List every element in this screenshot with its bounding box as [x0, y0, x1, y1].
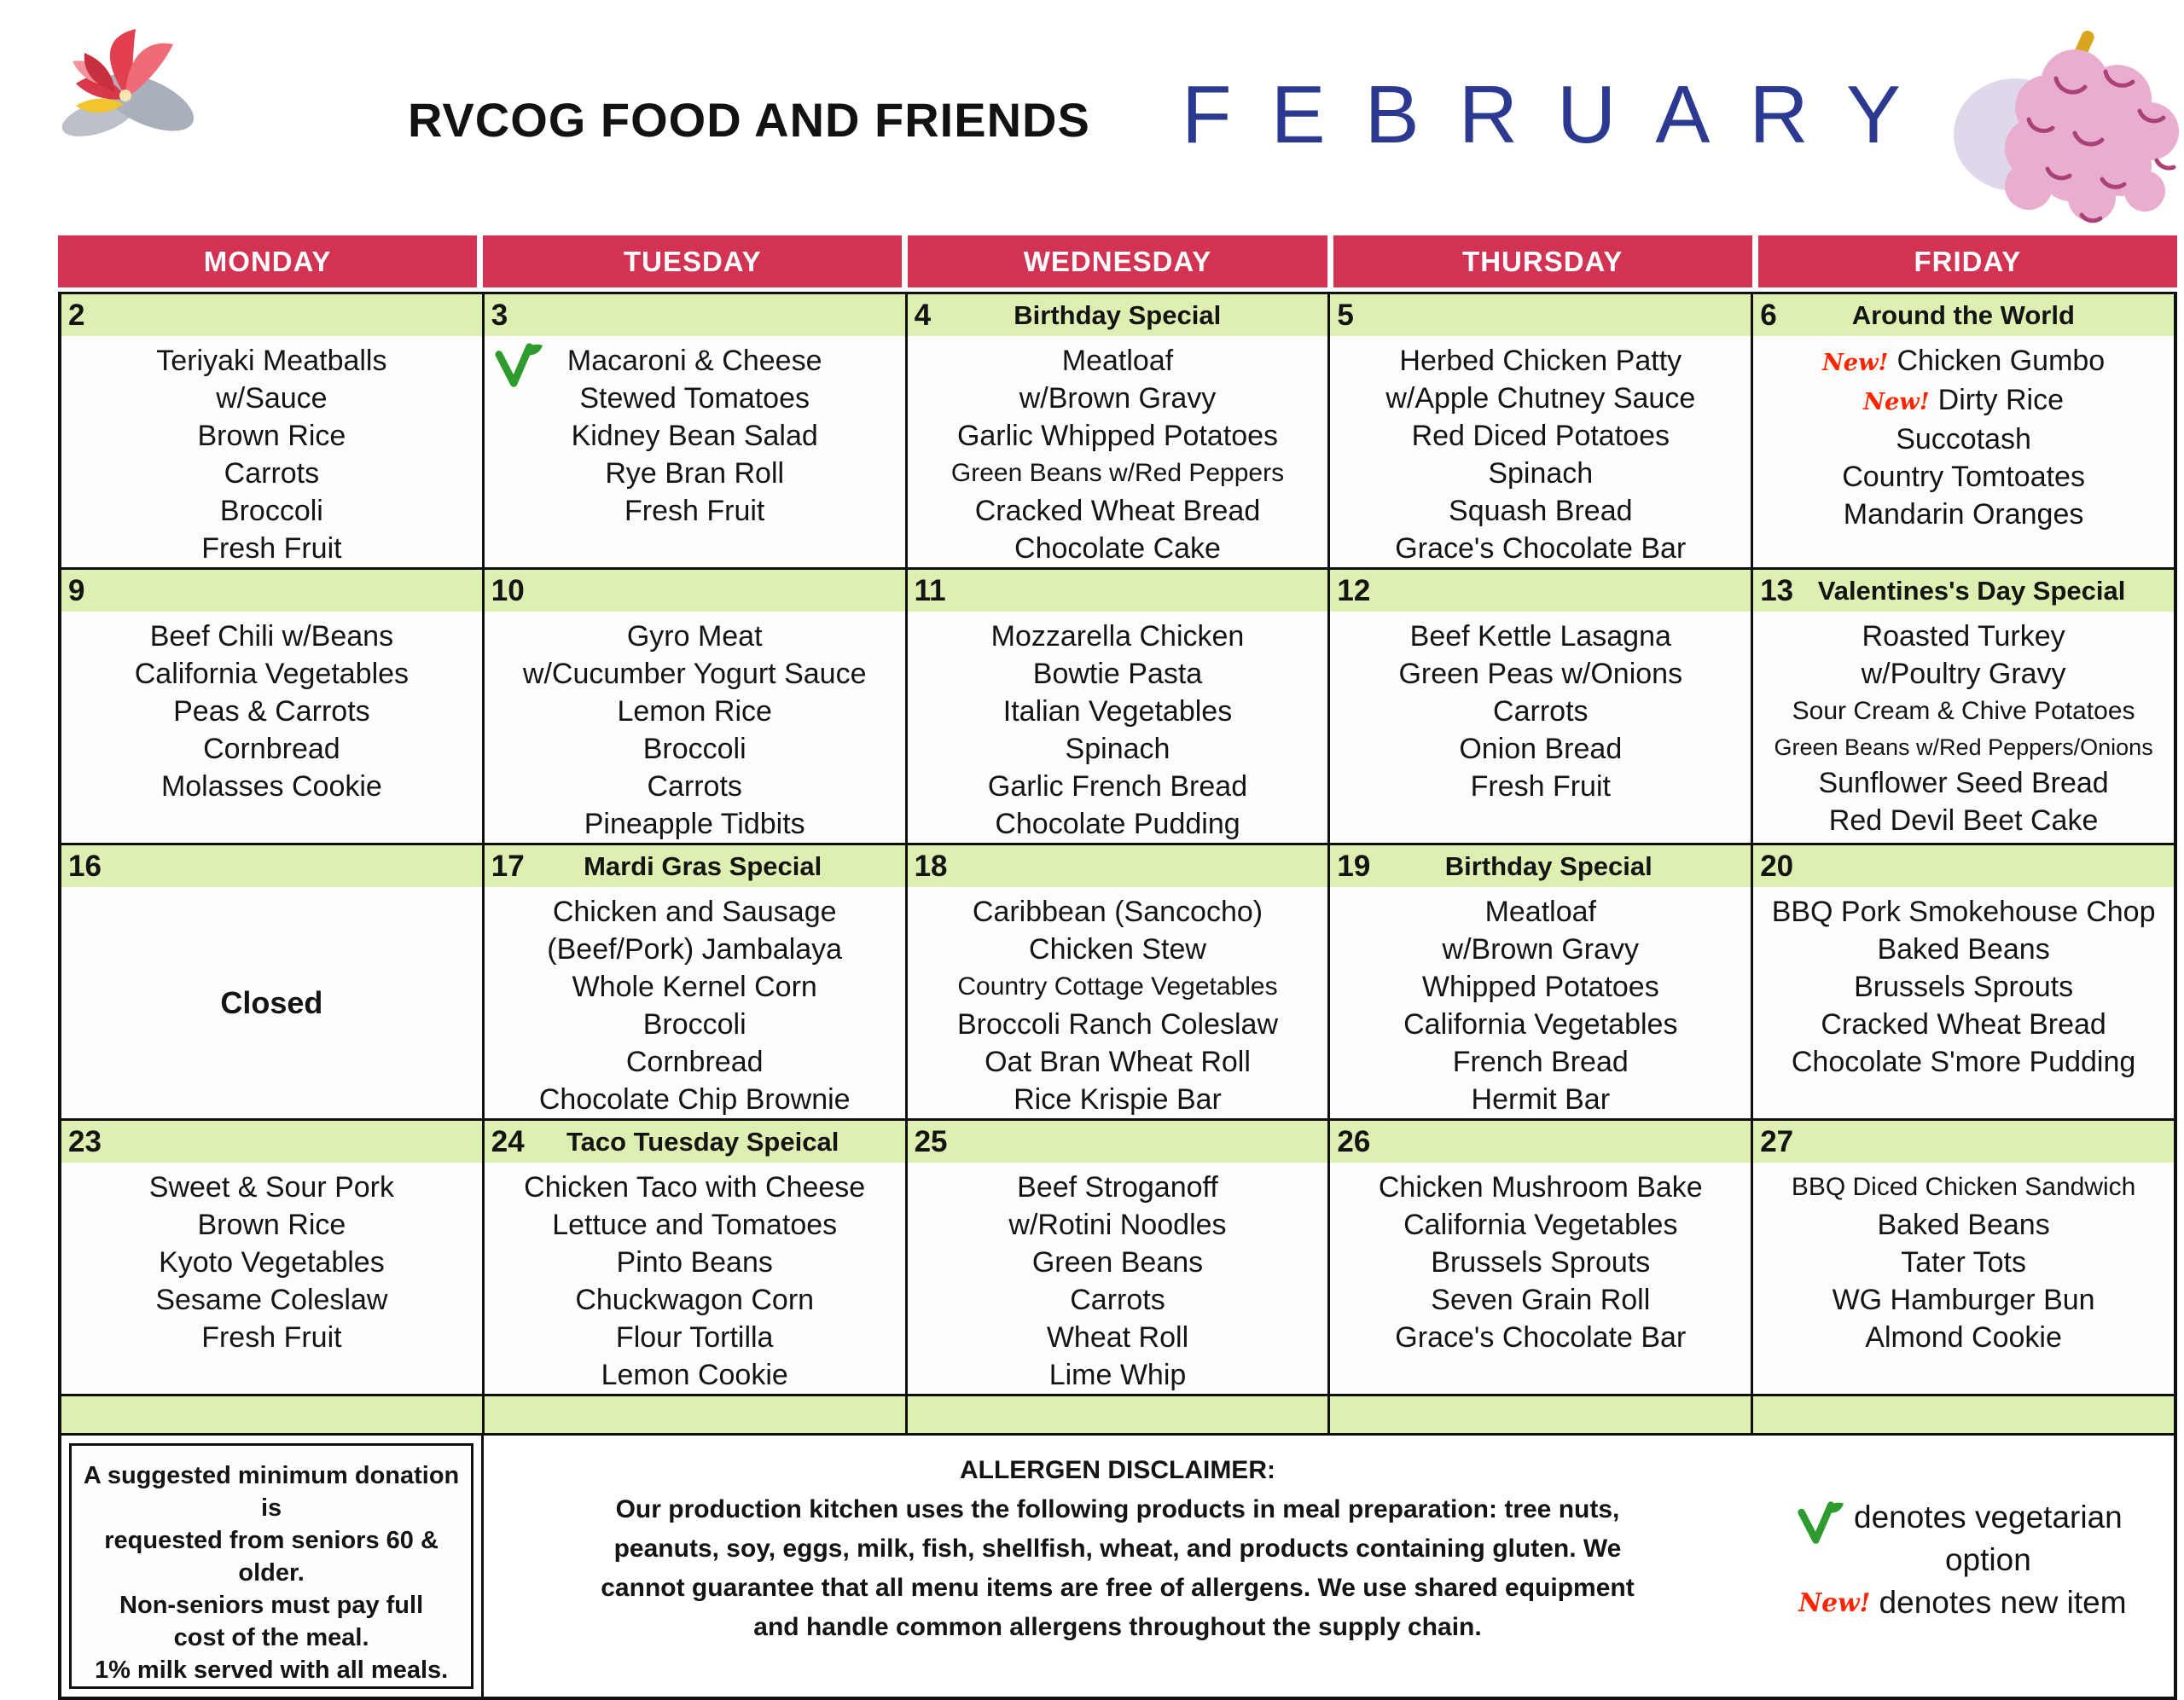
menu-item: Lemon Cookie	[601, 1359, 788, 1391]
menu-item: Caribbean (Sancocho)	[972, 896, 1263, 928]
day-cell-20	[1753, 845, 2174, 1118]
menu-item: Broccoli	[219, 495, 323, 527]
donation-note-line: Non-seniors must pay full	[119, 1592, 424, 1619]
spacer-cell	[61, 1396, 485, 1433]
day-menu	[1753, 1163, 2174, 1394]
spacer-cell	[908, 1396, 1331, 1433]
day-menu	[1753, 887, 2174, 1118]
day-band	[61, 1121, 482, 1163]
day-cell-3	[485, 294, 908, 567]
menu-item: Brown Rice	[197, 1209, 346, 1241]
day-band	[1330, 294, 1751, 336]
menu-item: New! Dirty Rice	[1863, 384, 2064, 416]
menu-item: French Bread	[1452, 1046, 1629, 1078]
menu-item: Whipped Potatoes	[1421, 971, 1659, 1003]
menu-item: Lemon Rice	[617, 695, 772, 728]
menu-item: Chicken and Sausage	[552, 896, 837, 928]
menu-item: Sunflower Seed Bread	[1818, 767, 2109, 799]
day-cell-17	[485, 845, 908, 1118]
menu-item: Molasses Cookie	[160, 770, 382, 803]
menu-item: Cracked Wheat Bread	[974, 495, 1261, 527]
day-special-title: Around the World	[1851, 299, 2075, 330]
menu-item: Oat Bran Wheat Roll	[985, 1046, 1251, 1078]
menu-calendar	[58, 235, 2177, 1700]
day-number: 27	[1760, 1125, 1794, 1158]
day-band	[61, 570, 482, 612]
allergen-title: ALLERGEN DISCLAIMER:	[959, 1456, 1275, 1484]
day-band	[1753, 294, 2174, 336]
menu-item: (Beef/Pork) Jambalaya	[547, 933, 843, 966]
day-number: 18	[914, 850, 948, 883]
weekday-header-row	[58, 235, 2177, 287]
donation-note-line: older.	[238, 1559, 305, 1587]
menu-item: Stewed Tomatoes	[579, 382, 810, 415]
footer-row	[61, 1436, 2174, 1697]
day-cell-27	[1753, 1121, 2174, 1394]
menu-item: BBQ Diced Chicken Sandwich	[1791, 1173, 2136, 1201]
day-special-title: Mardi Gras Special	[584, 850, 822, 881]
menu-item: Broccoli Ranch Coleslaw	[956, 1008, 1279, 1041]
menu-item: Tater Tots	[1901, 1246, 2026, 1279]
menu-item: Country Tomtoates	[1842, 461, 2085, 493]
day-menu	[908, 612, 1328, 843]
day-cell-6	[1753, 294, 2174, 567]
menu-item: Baked Beans	[1877, 933, 2050, 966]
vegetarian-icon	[493, 341, 544, 391]
weekday-header-wednesday: WEDNESDAY	[908, 235, 1327, 287]
new-item-marker: New!	[1863, 388, 1930, 415]
day-number: 23	[68, 1125, 102, 1158]
menu-item: Onion Bread	[1459, 733, 1623, 765]
day-menu	[61, 336, 482, 567]
menu-item: Red Devil Beet Cake	[1828, 804, 2099, 837]
day-menu	[1330, 336, 1751, 567]
menu-item: Italian Vegetables	[1002, 695, 1233, 728]
menu-item: w/Apple Chutney Sauce	[1385, 382, 1696, 415]
menu-item: Cornbread	[625, 1046, 764, 1078]
day-band	[1753, 570, 2174, 612]
day-band	[485, 1121, 905, 1163]
day-menu	[1330, 612, 1751, 843]
menu-item: Hermit Bar	[1471, 1083, 1611, 1116]
day-number: 13	[1760, 574, 1794, 607]
menu-item: w/Brown Gravy	[1442, 933, 1640, 966]
menu-item: Almond Cookie	[1865, 1321, 2062, 1354]
menu-item: Chicken Mushroom Bake	[1378, 1171, 1703, 1204]
menu-item: Spinach	[1488, 457, 1594, 490]
menu-item: Gyro Meat	[626, 620, 763, 653]
donation-note	[69, 1443, 473, 1689]
day-number: 9	[68, 574, 85, 607]
menu-item: Succotash	[1896, 423, 2031, 455]
day-cell-12	[1330, 570, 1753, 843]
menu-item: Fresh Fruit	[624, 495, 765, 527]
spacer-row	[61, 1396, 2174, 1436]
day-menu	[485, 336, 905, 567]
day-cell-16	[61, 845, 485, 1118]
menu-item: w/Poultry Gravy	[1861, 658, 2066, 690]
menu-item: Wheat Roll	[1046, 1321, 1189, 1354]
day-cell-2	[61, 294, 485, 567]
menu-item: Teriyaki Meatballs	[156, 345, 387, 377]
donation-note-line: A suggested minimum donation is	[83, 1462, 460, 1522]
week-row-2	[61, 570, 2174, 845]
day-number: 2	[68, 299, 85, 332]
menu-item: California Vegetables	[134, 658, 410, 690]
day-band	[1753, 845, 2174, 887]
day-band	[1330, 1121, 1751, 1163]
menu-item: Fresh Fruit	[201, 1321, 342, 1354]
legend-new-item	[1798, 1581, 2126, 1624]
menu-item: Baked Beans	[1877, 1209, 2050, 1241]
menu-item: Lettuce and Tomatoes	[552, 1209, 838, 1241]
menu-item: Grace's Chocolate Bar	[1395, 532, 1687, 565]
day-band	[1753, 1121, 2174, 1163]
menu-item: w/Rotini Noodles	[1008, 1209, 1227, 1241]
menu-item: w/Cucumber Yogurt Sauce	[522, 658, 867, 690]
menu-item: Flour Tortilla	[615, 1321, 774, 1354]
menu-item: Green Beans w/Red Peppers/Onions	[1774, 734, 2153, 760]
menu-item: Chicken Taco with Cheese	[524, 1171, 866, 1204]
menu-item: BBQ Pork Smokehouse Chop	[1771, 896, 2156, 928]
week-row-1	[61, 294, 2174, 570]
weekday-header-tuesday: TUESDAY	[483, 235, 902, 287]
day-band	[485, 845, 905, 887]
menu-item: California Vegetables	[1403, 1209, 1678, 1241]
menu-item: Carrots	[647, 770, 742, 803]
day-cell-19	[1330, 845, 1753, 1118]
day-number: 4	[914, 299, 932, 332]
menu-item: Beef Chili w/Beans	[149, 620, 394, 653]
menu-item: Lime Whip	[1048, 1359, 1187, 1391]
menu-item: Closed	[220, 984, 323, 1020]
day-cell-24	[485, 1121, 908, 1394]
menu-item: Beef Kettle Lasagna	[1409, 620, 1671, 653]
month-title: FEBRUARY	[1182, 69, 1941, 160]
menu-item: Pinto Beans	[616, 1246, 773, 1279]
day-number: 5	[1337, 299, 1354, 332]
spacer-cell	[1330, 1396, 1753, 1433]
day-menu	[61, 887, 482, 1118]
new-item-marker: New!	[1821, 349, 1889, 376]
donation-note-line: cost of the meal.	[173, 1624, 369, 1651]
menu-item: Green Beans w/Red Peppers	[950, 459, 1285, 487]
day-number: 16	[68, 850, 102, 883]
day-band	[908, 1121, 1328, 1163]
menu-item: Beef Stroganoff	[1017, 1171, 1218, 1204]
day-number: 24	[491, 1125, 525, 1158]
day-menu	[908, 336, 1328, 567]
menu-item: Garlic Whipped Potatoes	[956, 420, 1279, 452]
day-band	[61, 294, 482, 336]
menu-item: Chocolate Pudding	[995, 808, 1240, 840]
menu-item: Meatloaf	[1484, 896, 1596, 928]
day-band	[908, 294, 1328, 336]
weekday-header-thursday: THURSDAY	[1333, 235, 1752, 287]
menu-item: Kyoto Vegetables	[159, 1246, 385, 1279]
donation-note-line: 1% milk served with all meals.	[94, 1656, 449, 1684]
legend-vegetarian-label: denotes vegetarian option	[1854, 1500, 2123, 1577]
day-band	[61, 845, 482, 887]
menu-item: California Vegetables	[1403, 1008, 1678, 1041]
menu-item: Herbed Chicken Patty	[1399, 345, 1682, 377]
day-special-title: Birthday Special	[1014, 299, 1222, 330]
menu-item: Carrots	[1493, 695, 1589, 728]
donation-note-line: requested from seniors 60 &	[104, 1527, 439, 1554]
vegetarian-icon	[1796, 1500, 1845, 1547]
menu-item: Fresh Fruit	[1470, 770, 1611, 803]
day-menu	[61, 1163, 482, 1394]
day-cell-9	[61, 570, 485, 843]
weekday-header-monday: MONDAY	[58, 235, 477, 287]
day-band	[485, 570, 905, 612]
day-band	[1330, 570, 1751, 612]
menu-item: Green Peas w/Onions	[1398, 658, 1683, 690]
menu-item: Roasted Turkey	[1862, 620, 2065, 653]
allergen-disclaimer	[484, 1436, 1751, 1697]
menu-item: Chuckwagon Corn	[575, 1284, 815, 1316]
day-band	[1330, 845, 1751, 887]
menu-item: Cracked Wheat Bread	[1821, 1008, 2106, 1041]
menu-item: Pineapple Tidbits	[584, 808, 805, 840]
day-cell-13	[1753, 570, 2174, 843]
menu-item: Chocolate Cake	[1014, 532, 1221, 565]
page-title: RVCOG FOOD AND FRIENDS	[408, 93, 1090, 147]
legend-vegetarian	[1796, 1496, 2129, 1581]
legend	[1751, 1436, 2174, 1697]
day-cell-18	[908, 845, 1331, 1118]
day-cell-26	[1330, 1121, 1753, 1394]
menu-item: Mandarin Oranges	[1843, 498, 2084, 531]
menu-item: Seven Grain Roll	[1431, 1284, 1651, 1316]
menu-item: Carrots	[1070, 1284, 1165, 1316]
allergen-text: Our production kitchen uses the following products in meal preparation: tree nuts, peanuts, soy, eggs, milk, fish, shellfish, wheat, and products containing gluten. We cannot guarantee that all menu items are free of allergens. We use shared equipment and handle common allergens throughout the supply chain.	[601, 1495, 1635, 1641]
menu-item: w/Brown Gravy	[1019, 382, 1217, 415]
menu-item: Rice Krispie Bar	[1014, 1083, 1222, 1116]
menu-item: Meatloaf	[1061, 345, 1174, 377]
day-number: 10	[491, 574, 525, 607]
menu-item: Fresh Fruit	[201, 532, 342, 565]
day-number: 20	[1760, 850, 1794, 883]
day-cell-5	[1330, 294, 1753, 567]
day-band	[485, 294, 905, 336]
day-menu	[485, 612, 905, 843]
menu-item: Green Beans	[1031, 1246, 1204, 1279]
donation-cell	[61, 1436, 484, 1697]
menu-item: Squash Bread	[1449, 495, 1633, 527]
menu-item: Broccoli	[642, 1008, 746, 1041]
day-cell-11	[908, 570, 1331, 843]
day-menu	[485, 1163, 905, 1394]
day-menu	[1330, 1163, 1751, 1394]
legend-new-label: denotes new item	[1879, 1585, 2127, 1620]
menu-item: Spinach	[1065, 733, 1170, 765]
day-menu	[908, 887, 1328, 1118]
menu-item: Grace's Chocolate Bar	[1395, 1321, 1687, 1354]
menu-item: Sesame Coleslaw	[155, 1284, 388, 1316]
menu-item: Sour Cream & Chive Potatoes	[1792, 697, 2135, 725]
menu-item: Broccoli	[642, 733, 746, 765]
day-number: 19	[1337, 850, 1371, 883]
spacer-cell	[485, 1396, 908, 1433]
menu-item: w/Sauce	[216, 382, 328, 415]
menu-item: Kidney Bean Salad	[571, 420, 818, 452]
day-menu	[1753, 612, 2174, 843]
day-number: 17	[491, 850, 525, 883]
day-number: 11	[914, 574, 946, 607]
weekday-header-friday: FRIDAY	[1758, 235, 2177, 287]
menu-item: Chocolate S'more Pudding	[1791, 1046, 2136, 1078]
day-special-title: Taco Tuesday Speical	[566, 1126, 839, 1157]
week-row-3	[61, 845, 2174, 1121]
menu-item: Red Diced Potatoes	[1411, 420, 1670, 452]
day-cell-25	[908, 1121, 1331, 1394]
day-menu	[1330, 887, 1751, 1118]
menu-item: WG Hamburger Bun	[1832, 1284, 2095, 1316]
day-menu	[485, 887, 905, 1118]
menu-item: Macaroni & Cheese	[566, 345, 822, 377]
menu-item: Brown Rice	[197, 420, 346, 452]
menu-item: Chicken Stew	[1029, 933, 1206, 966]
day-special-title: Valentines's Day Special	[1817, 575, 2126, 606]
menu-item: Garlic French Bread	[987, 770, 1248, 803]
day-number: 12	[1337, 574, 1371, 607]
day-menu	[908, 1163, 1328, 1394]
day-number: 3	[491, 299, 508, 332]
raspberry-illustration	[1947, 24, 2179, 229]
day-band	[908, 570, 1328, 612]
calendar-table	[58, 292, 2177, 1700]
new-item-marker: New!	[1798, 1587, 1871, 1617]
page-header	[0, 0, 2184, 235]
menu-item: Carrots	[224, 457, 320, 490]
day-cell-10	[485, 570, 908, 843]
flower-illustration	[47, 24, 205, 152]
menu-item: Brussels Sprouts	[1854, 971, 2074, 1003]
day-special-title: Birthday Special	[1444, 850, 1653, 881]
menu-item: Country Cottage Vegetables	[957, 972, 1278, 1001]
day-number: 26	[1337, 1125, 1371, 1158]
menu-item: New! Chicken Gumbo	[1821, 345, 2106, 377]
week-row-4	[61, 1121, 2174, 1396]
spacer-cell	[1753, 1396, 2174, 1433]
day-cell-23	[61, 1121, 485, 1394]
day-cell-4	[908, 294, 1331, 567]
menu-item: Chocolate Chip Brownie	[538, 1083, 851, 1116]
menu-item: Brussels Sprouts	[1431, 1246, 1651, 1279]
menu-item: Rye Bran Roll	[605, 457, 785, 490]
day-band	[908, 845, 1328, 887]
menu-item: Mozzarella Chicken	[990, 620, 1245, 653]
menu-item: Sweet & Sour Pork	[148, 1171, 395, 1204]
menu-item: Peas & Carrots	[173, 695, 370, 728]
menu-item: Cornbread	[203, 733, 340, 765]
day-menu	[1753, 336, 2174, 567]
day-menu	[61, 612, 482, 843]
day-number: 25	[914, 1125, 948, 1158]
menu-item: Whole Kernel Corn	[572, 971, 817, 1003]
day-number: 6	[1760, 299, 1777, 332]
menu-item: Bowtie Pasta	[1032, 658, 1203, 690]
